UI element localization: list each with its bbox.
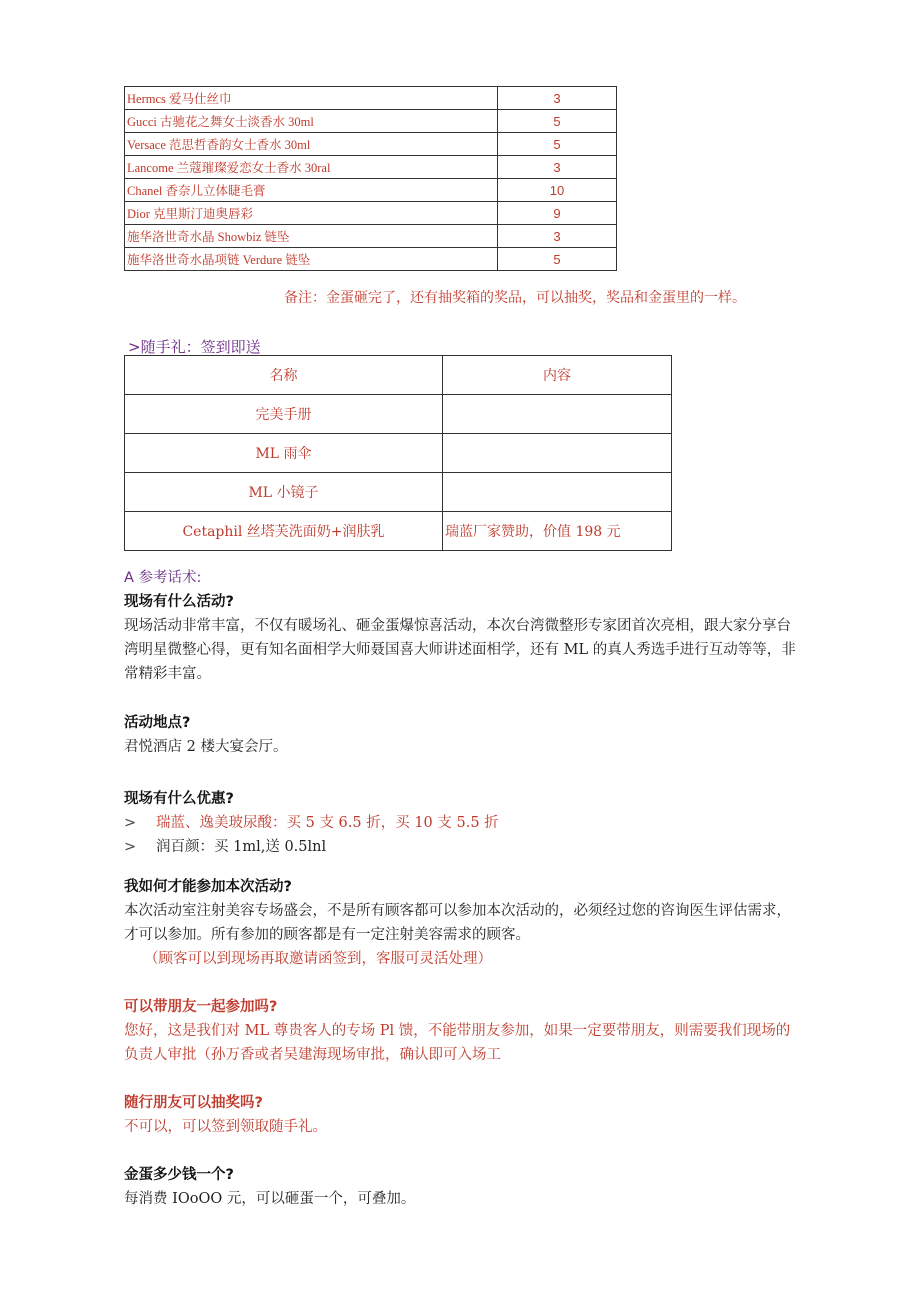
table-row [125,110,617,133]
gift-name: ML 小镜子 [125,473,443,512]
prize-qty: 10 [498,179,617,202]
question-friends: 可以带朋友一起参加吗? [124,999,278,1015]
gift-table [124,355,672,551]
prize-name: 施华洛世奇水晶项链 Verdure 链坠 [125,248,498,271]
table-row [125,202,617,225]
question-location: 活动地点? [124,715,191,731]
qa-lottery [124,1091,804,1139]
gift-content [443,395,672,434]
qa-offers [124,787,804,859]
bullet-icon: > [124,815,137,831]
prize-name: Gucci 古驰花之舞女士淡香水 30ml [125,110,498,133]
gift-name: Cetaphil 丝塔芙洗面奶+润肤乳 [125,512,443,551]
prize-qty: 5 [498,133,617,156]
table-row [125,225,617,248]
answer-friends: 您好，这是我们对 ML 尊贵客人的专场 Pl 馈，不能带朋友参加，如果一定要带朋友，则需要我们现场的负责人审批（孙万香或者吴建海现场审批，确认即可入场工 [124,1023,791,1063]
qa-golden-egg [124,1163,804,1211]
prize-qty: 9 [498,202,617,225]
gift-content [443,434,672,473]
table-row [125,395,672,434]
offer-item [124,835,804,859]
prize-name: 施华洛世奇水晶 Showbiz 链坠 [125,225,498,248]
gift-content: 瑞蓝厂家赞助，价值 198 元 [443,512,672,551]
reference-heading: A 参考话术: [124,570,202,586]
offer-item [124,811,804,835]
table-row [125,133,617,156]
prize-qty: 5 [498,110,617,133]
prize-name: Chanel 香奈儿立体睫毛膏 [125,179,498,202]
gift-name: 完美手册 [125,395,443,434]
table-header-row [125,356,672,395]
answer-lottery: 不可以，可以签到领取随手礼。 [124,1119,327,1135]
table-row [125,473,672,512]
offer-text: 瑞蓝、逸美玻尿酸：买 5 支 6.5 折，买 10 支 5.5 折 [156,815,499,831]
prize-name: Versace 范思哲香韵女士香水 30ml [125,133,498,156]
table-row [125,156,617,179]
table-row [125,248,617,271]
table-row [125,179,617,202]
prize-note: 备注：金蛋砸完了，还有抽奖箱的奖品，可以抽奖，奖品和金蛋里的一样。 [284,290,746,306]
question-activities: 现场有什么活动? [124,594,234,610]
table-row [125,512,672,551]
prize-qty: 5 [498,248,617,271]
gift-heading: >随手礼：签到即送 [128,338,261,356]
question-participate: 我如何才能参加本次活动? [124,879,292,895]
bullet-icon: > [124,839,137,855]
prize-name: Lancome 兰蔻璀璨爱恋女士香水 30ral [125,156,498,179]
qa-location [124,711,804,759]
gift-name: ML 雨伞 [125,434,443,473]
table-row [125,434,672,473]
answer-activities: 现场活动非常丰富，不仅有暖场礼、砸金蛋爆惊喜活动，本次台湾微整形专家团首次亮相，跟大家分享台湾明星微整心得，更有知名面相学大师聂国喜大师讲述面相学，还有 ML 的真人秀选手进行互动等等，非常精彩丰富。 [124,618,796,682]
prize-name: Dior 克里斯汀迪奥唇彩 [125,202,498,225]
prize-name: Hermcs 爱马仕丝巾 [125,87,498,110]
prize-table [124,86,617,271]
answer-location: 君悦酒店 2 楼大宴会厅。 [124,739,288,755]
answer-participate-note: （顾客可以到现场再取邀请函签到，客服可灵活处理） [144,951,492,967]
question-offers: 现场有什么优惠? [124,791,234,807]
column-header-name: 名称 [125,356,443,395]
answer-golden-egg: 每消费 IOoOO 元，可以砸蛋一个，可叠加。 [124,1191,416,1207]
offer-text: 润百颜：买 1ml,送 0.5lnl [156,839,327,855]
prize-qty: 3 [498,225,617,248]
answer-participate: 本次活动室注射美容专场盛会，不是所有顾客都可以参加本次活动的，必须经过您的咨询医生评估需求，才可以参加。所有参加的顾客都是有一定注射美容需求的顾客。 [124,903,791,943]
prize-qty: 3 [498,156,617,179]
column-header-content: 内容 [443,356,672,395]
reference-script [124,566,804,686]
question-golden-egg: 金蛋多少钱一个? [124,1167,234,1183]
table-row [125,87,617,110]
gift-content [443,473,672,512]
qa-participate [124,875,804,971]
prize-qty: 3 [498,87,617,110]
qa-friends [124,995,804,1067]
question-lottery: 随行朋友可以抽奖吗? [124,1095,263,1111]
